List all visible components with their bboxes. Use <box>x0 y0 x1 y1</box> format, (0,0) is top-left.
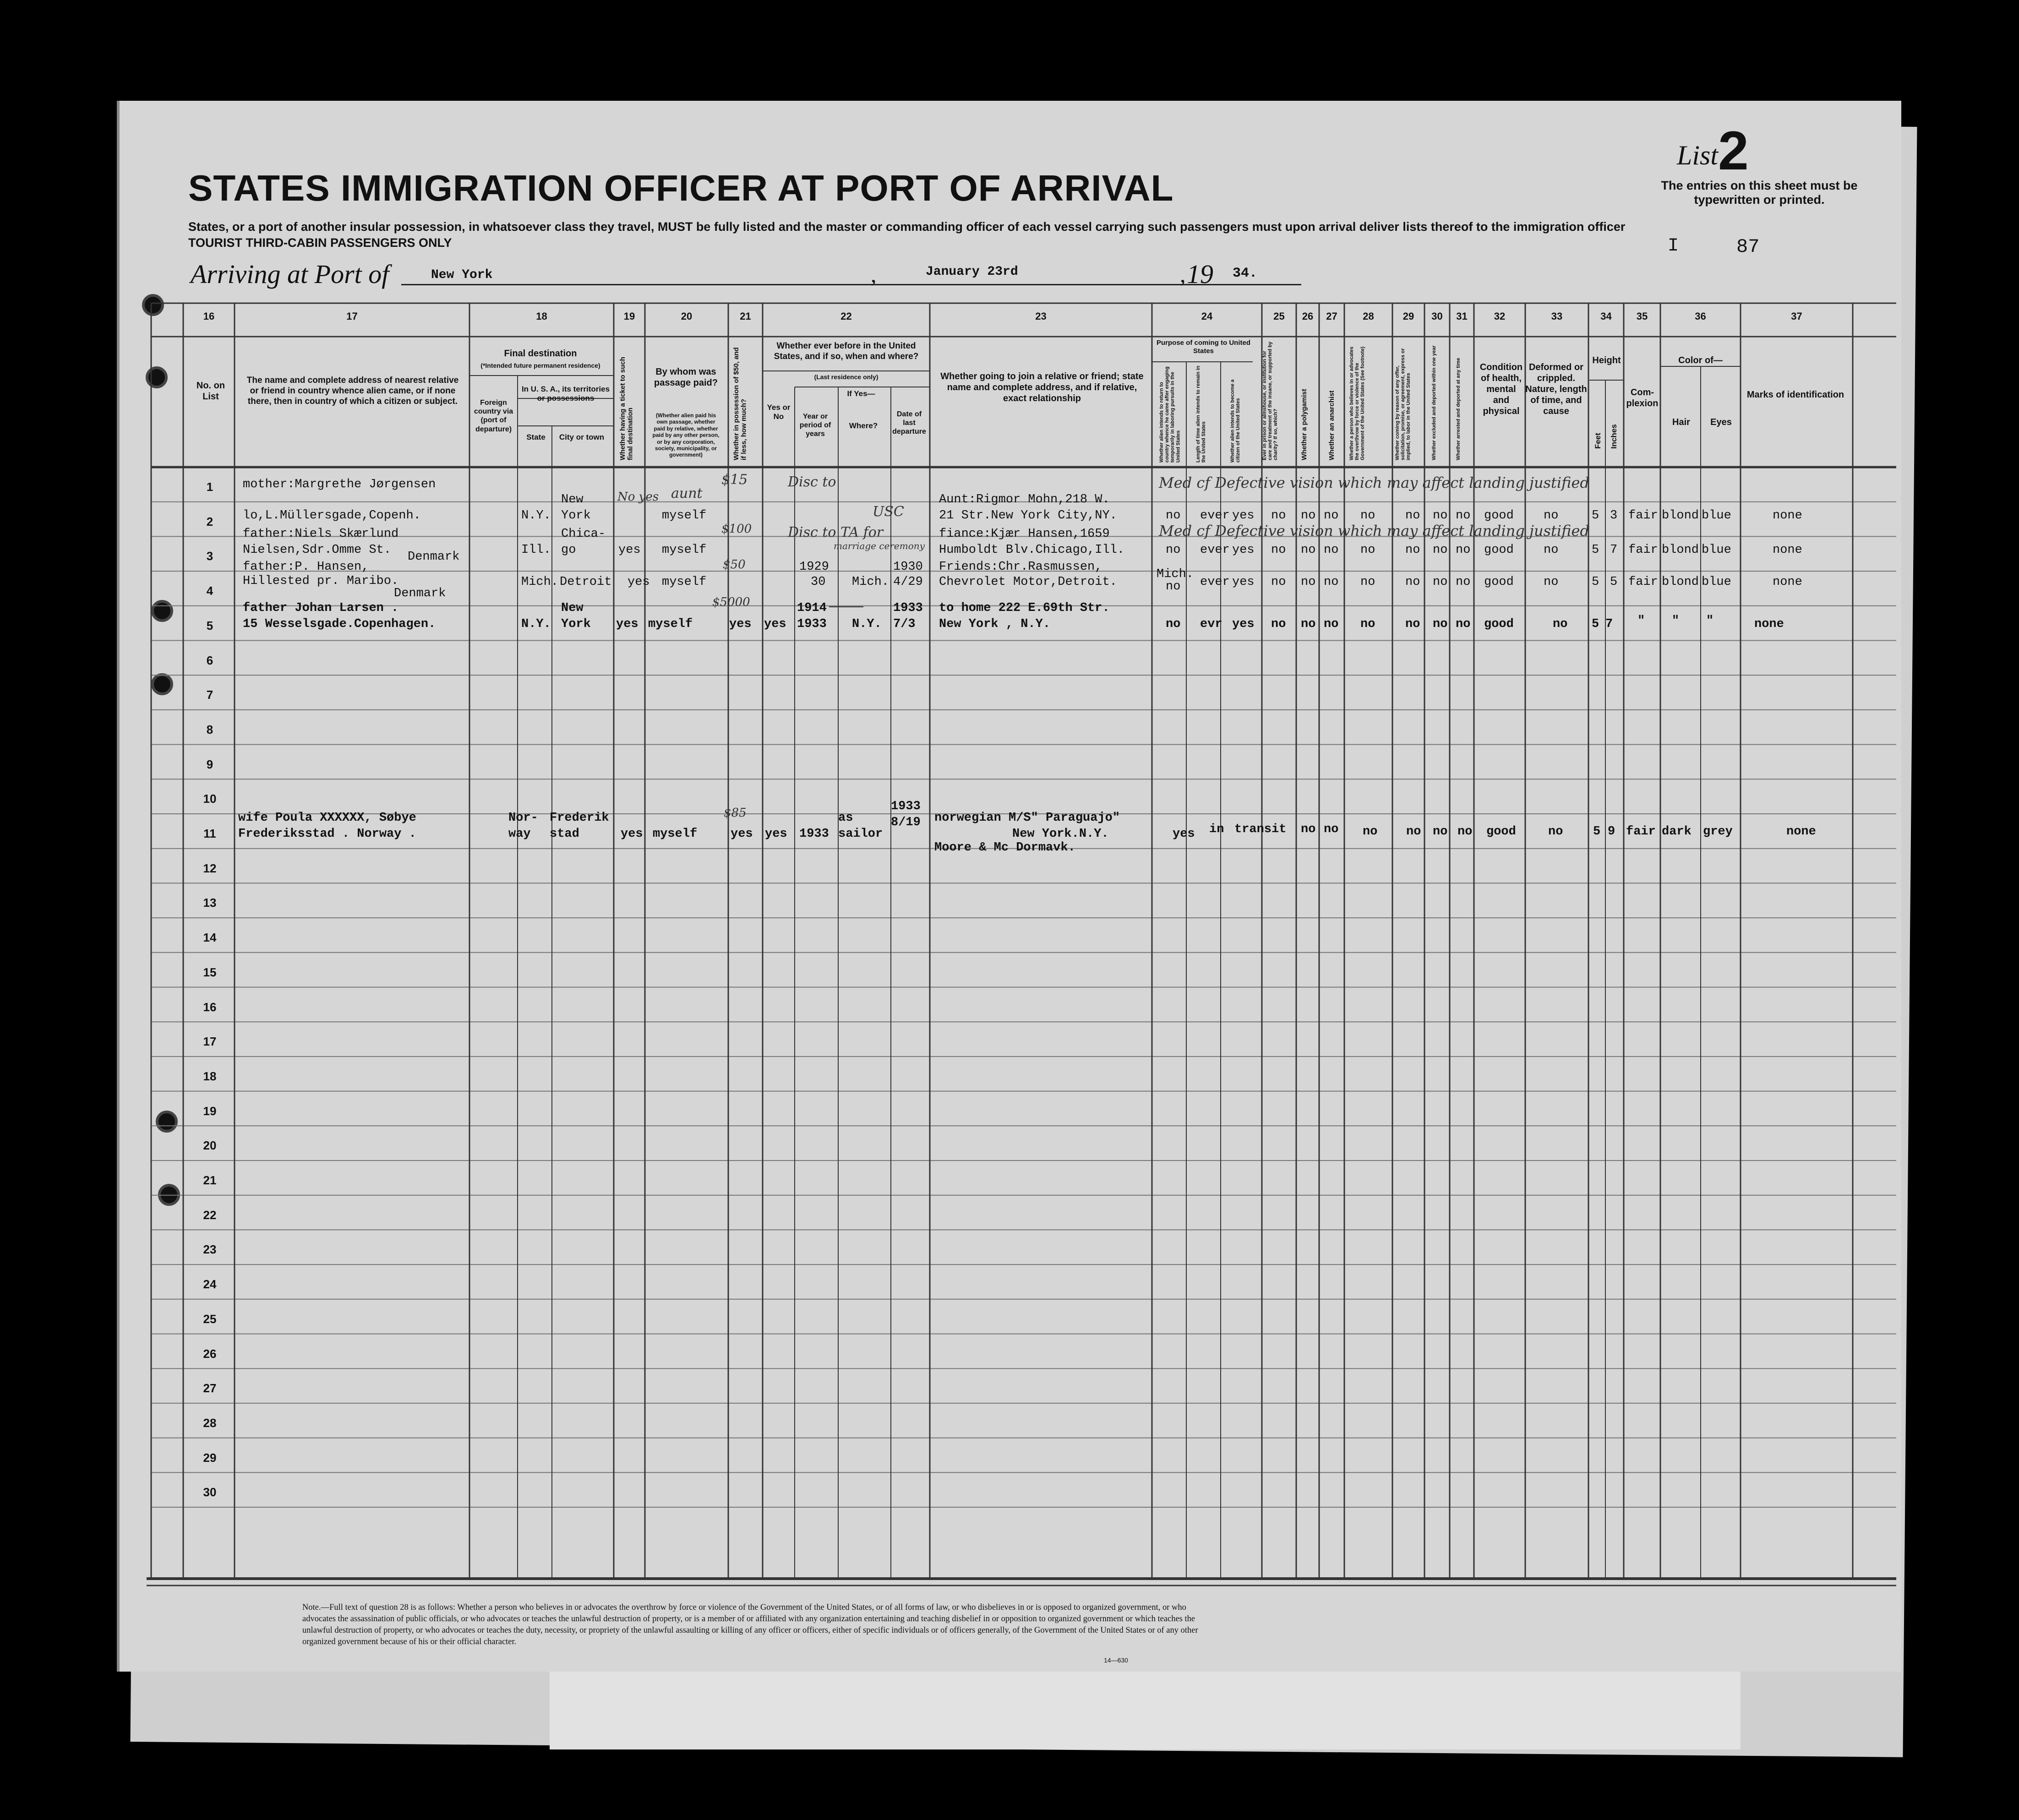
row1-city-b: York <box>561 509 591 523</box>
row10-relative-address: Frederiksstad . Norway . <box>238 827 416 841</box>
header-hair: Hair <box>1672 417 1690 427</box>
row4-ticket: yes <box>616 617 638 631</box>
row-number: 14 <box>203 931 217 945</box>
row1-q26: no <box>1301 509 1316 523</box>
header-height: Height <box>1592 355 1621 365</box>
row1-relative-name: mother:Margrethe Jørgensen <box>243 478 436 491</box>
column-number: 21 <box>740 311 751 322</box>
row3-money: $50 <box>723 558 746 572</box>
row3-relative-country: Denmark <box>394 587 446 600</box>
row10-joining-c: Moore & Mc Dormavk. <box>934 841 1075 855</box>
row-number: 9 <box>206 757 213 771</box>
row4-eyes: " <box>1706 614 1714 628</box>
column-number: 18 <box>536 311 547 322</box>
row1-joining-b: 21 Str.New York City,NY. <box>939 509 1117 523</box>
row10-q25: no <box>1301 823 1316 836</box>
row10-hair: dark <box>1662 825 1692 839</box>
row4-year-b: 1933 <box>797 617 827 631</box>
row10-complexion: fair <box>1626 825 1656 839</box>
row4-marks: none <box>1754 617 1784 631</box>
column-number: 30 <box>1431 311 1443 322</box>
row4-money: $5000 <box>712 595 750 609</box>
row2-q29: no <box>1405 543 1420 557</box>
row3-q26: no <box>1301 575 1316 589</box>
footnote-q28: Note.—Full text of question 28 is as follows: Whether a person who believes in or advocates the overthrow by force or violence of the Government of the United States, or of all forms of law, or who disbelieves in or is opposed to organized government, or who advocates the assassination of public officials, or who advocates or teaches the unlawful destruction of property, or is a member of or affiliated with any organization entertaining and teaching disbelief in or opposition to organized government or which teaches the unlawful destruction of property, or who advocates or teaches the duty, necessity, or propriety of the unlawful assaulting or killing of any officer or officers, either of specific individuals or of officers generally, of the Government of the United States or of any other organized government because of his or their official character. <box>302 1603 1198 1646</box>
row10-feet: 5 <box>1593 825 1601 839</box>
row10-relative-name: wife Poula XXXXXX, Søbye <box>238 811 416 825</box>
row10-q31: no <box>1457 825 1473 839</box>
row4-q27: no <box>1324 617 1339 631</box>
row3-marks: none <box>1773 575 1802 589</box>
row-number: 21 <box>203 1173 217 1187</box>
row-number: 11 <box>203 827 216 840</box>
column-number: 26 <box>1302 311 1314 322</box>
row3-relative-name: father:P. Hansen, <box>243 560 369 574</box>
row3-q30: no <box>1433 575 1448 589</box>
column-number: 37 <box>1791 311 1802 322</box>
row3-q25: no <box>1271 575 1286 589</box>
row4-inches: 7 <box>1605 617 1613 631</box>
row4-q31: no <box>1456 617 1471 631</box>
header-date-departure: Date of last departure <box>892 410 926 436</box>
row1-purpose-b: ever <box>1200 509 1230 523</box>
column-number: 19 <box>623 311 635 322</box>
row1-money: $15 <box>721 472 748 488</box>
header-purpose: Purpose of coming to United States <box>1157 339 1250 355</box>
row2-marks: none <box>1773 543 1802 557</box>
row10-foreign-b: way <box>508 827 531 841</box>
header-feet: Feet <box>1593 433 1602 449</box>
row4-money-yes: yes <box>729 617 752 631</box>
row-number: 16 <box>203 1000 217 1014</box>
row4-city-b: York <box>561 617 591 631</box>
row1-city-a: New <box>561 493 584 507</box>
row4-deformed: no <box>1553 617 1568 631</box>
row-number: 10 <box>203 792 217 806</box>
column-number: 24 <box>1201 311 1213 322</box>
row2-q28: no <box>1360 543 1375 557</box>
row4-year-a: 1914 <box>797 601 827 615</box>
header-if-yes: If Yes— <box>847 389 875 398</box>
row3-q29: no <box>1405 575 1420 589</box>
row-number: 22 <box>203 1208 217 1222</box>
row2-purpose-a: no <box>1166 543 1181 557</box>
row2-inches: 7 <box>1610 543 1618 557</box>
header-ever-before: Whether ever before in the United States, and if so, when and where? <box>774 341 919 361</box>
list-number: 2 <box>1718 120 1749 181</box>
row1-marks: none <box>1773 509 1802 523</box>
row1-q31: no <box>1456 509 1471 523</box>
row1-ever-note: Disc to <box>788 474 836 490</box>
column-number: 33 <box>1551 311 1563 322</box>
row-number: 13 <box>203 896 217 910</box>
row10-deformed: no <box>1548 825 1563 839</box>
row10-joining-b: New York.N.Y. <box>1012 827 1109 841</box>
row10-eyes: grey <box>1703 825 1733 839</box>
row2-eyes: blue <box>1702 543 1731 557</box>
row3-where: Mich. <box>852 575 889 589</box>
row-number: 28 <box>203 1416 217 1430</box>
row2-condition: good <box>1484 543 1514 557</box>
row3-eyes: blue <box>1702 575 1731 589</box>
row10-q30: no <box>1433 825 1448 839</box>
row3-ticket: yes <box>628 575 650 589</box>
page-ref-b: 87 <box>1736 236 1760 258</box>
header-q28: Whether a person who believes in or advocates the overthrow by force or violence of the Government of the United States (See footnote) <box>1349 346 1366 460</box>
row10-dep-a: 1933 <box>891 800 921 813</box>
header-anarchist: Whether an anarchist <box>1328 390 1336 460</box>
row1-ever-note2: USC <box>873 504 904 520</box>
header-purpose-a: Whether alien intends to return to country whence he came after engaging temporarily in laboring pursuits in the United States <box>1159 366 1181 463</box>
row1-relative-address: lo,L.Müllersgade,Copenh. <box>243 509 421 523</box>
row-number: 24 <box>203 1277 217 1291</box>
header-possession-50: Whether in possession of $50, and if less, how much? <box>732 347 748 460</box>
row1-paid: myself <box>662 509 707 523</box>
row4-city-a: New <box>561 601 584 615</box>
row3-purpose-a: no <box>1166 580 1181 594</box>
row-number: 20 <box>203 1139 217 1153</box>
row2-q27: no <box>1324 543 1339 557</box>
row-number: 12 <box>203 861 217 875</box>
row-number: 17 <box>203 1035 217 1049</box>
row3-dep-b: 4/29 <box>893 575 923 589</box>
row10-inches: 9 <box>1608 825 1615 839</box>
row2-condition-note: Med cf Defective vision which may affect landing justified <box>1159 522 1589 539</box>
header-condition: Condition of health, mental and physical <box>1479 362 1523 416</box>
manifest-description: States, or a port of another insular possession, in whatsoever class they travel, MUST be fully listed and the master or commanding officer of each vessel carrying such passengers must upon arrival deliver lists thereof to the immigration officer <box>188 220 1626 234</box>
row2-relative-name: father:Niels Skærlund <box>243 527 399 541</box>
row4-relative-name: father Johan Larsen . <box>243 601 399 615</box>
row2-state: Ill. <box>521 543 551 557</box>
row10-city-b: stad <box>550 827 579 841</box>
column-number: 32 <box>1494 311 1506 322</box>
row4-feet: 5 <box>1592 617 1599 631</box>
row2-purpose-b: ever <box>1200 543 1230 557</box>
row10-money: $85 <box>724 806 747 820</box>
row2-deformed: no <box>1544 543 1559 557</box>
header-city: City or town <box>559 433 605 441</box>
row3-dep-a: 1930 <box>893 560 923 574</box>
header-complexion: Com- plexion <box>1626 387 1659 409</box>
row4-ever: yes <box>764 617 786 631</box>
header-prison: Ever in prison or almshouse, or institution for care and treatment of the insane, or supported by charity? If so, which? <box>1262 341 1279 460</box>
row4-state: N.Y. <box>521 617 551 631</box>
row2-relative-country: Denmark <box>408 550 460 564</box>
row10-ever: yes <box>765 827 787 841</box>
column-number: 36 <box>1695 311 1706 322</box>
row2-city-b: go <box>561 543 576 557</box>
row10-marks: none <box>1786 825 1816 839</box>
row2-paid: myself <box>662 543 707 557</box>
row-number: 5 <box>206 618 213 632</box>
row3-q31: no <box>1456 575 1471 589</box>
row-number: 15 <box>203 965 217 979</box>
row1-q27: no <box>1324 509 1339 523</box>
row2-money: $100 <box>721 522 752 536</box>
row10-where-a: as <box>838 811 853 825</box>
row4-complexion: " <box>1637 614 1645 628</box>
row3-joining-b: Chevrolet Motor,Detroit. <box>939 575 1117 589</box>
row10-purpose-a: yes <box>1173 827 1195 841</box>
column-number: 20 <box>681 311 693 322</box>
row10-foreign-a: Nor- <box>508 811 538 825</box>
row10-ticket: yes <box>621 827 643 841</box>
row4-relative-address: 15 Wesselsgade.Copenhagen. <box>243 617 436 631</box>
header-q31: Whether arrested and deported at any time <box>1456 358 1461 460</box>
row-number: 23 <box>203 1242 217 1257</box>
row2-ever-note2: marriage ceremony <box>834 540 925 551</box>
column-number: 35 <box>1636 311 1648 322</box>
row3-purpose-c: yes <box>1232 575 1255 589</box>
header-relative-address: The name and complete address of nearest relative or friend in country whence alien came, or if none there, then in country of which a citizen or subject. <box>246 376 459 406</box>
row4-purpose-a: no <box>1166 617 1181 631</box>
row-number: 26 <box>203 1346 217 1361</box>
column-number: 34 <box>1600 311 1612 322</box>
row1-eyes: blue <box>1702 509 1731 523</box>
header-yes-or-no: Yes or No <box>767 403 791 421</box>
row1-condition-note: Med cf Defective vision which may affect landing justified <box>1159 474 1589 491</box>
row3-state: Mich. <box>521 575 559 589</box>
row-number: 19 <box>203 1104 217 1118</box>
row4-joining-b: New York , N.Y. <box>939 617 1051 631</box>
arrival-year-prefix: 19 <box>1187 259 1213 289</box>
row4-joining-a: to home 222 E.69th Str. <box>939 601 1110 615</box>
row-number: 29 <box>203 1450 217 1465</box>
row10-paid: myself <box>653 827 698 841</box>
row3-inches: 5 <box>1610 575 1618 589</box>
header-foreign-country: Foreign country via (port of departure) <box>474 399 513 433</box>
header-year-period: Year or period of years <box>799 413 831 438</box>
row4-dep-b: 7/3 <box>893 617 916 631</box>
row3-deformed: no <box>1544 575 1559 589</box>
row10-q28: no <box>1363 825 1378 839</box>
row1-q28: no <box>1360 509 1375 523</box>
column-number: 16 <box>203 311 215 322</box>
row3-paid: myself <box>662 575 707 589</box>
row1-condition: good <box>1484 509 1514 523</box>
row4-q28: no <box>1360 617 1375 631</box>
column-number: 31 <box>1456 311 1468 322</box>
row2-q30: no <box>1433 543 1448 557</box>
header-where: Where? <box>849 421 878 430</box>
arrival-date: January 23rd <box>926 265 1018 279</box>
row4-where: N.Y. <box>852 617 882 631</box>
header-ticket: Whether having a ticket to such final destination <box>619 357 634 460</box>
header-marks: Marks of identification <box>1746 390 1844 400</box>
row1-q25: no <box>1271 509 1286 523</box>
row4-dep-a: 1933 <box>893 601 923 615</box>
arrival-year-suffix: 34. <box>1233 266 1258 281</box>
row2-q31: no <box>1456 543 1471 557</box>
row2-relative-address: Nielsen,Sdr.Omme St. <box>243 543 392 557</box>
header-inches: Inches <box>1610 424 1618 449</box>
page-title: STATES IMMIGRATION OFFICER AT PORT OF ARRIVAL <box>188 168 1174 208</box>
row10-q26: no <box>1324 823 1339 836</box>
header-state: State <box>526 433 546 441</box>
header-passage-paid-sub: (Whether alien paid his own passage, whether paid by relative, whether paid by any other person, or by any corporation, society, municipality, or government) <box>652 412 720 458</box>
row10-money-yes: yes <box>731 827 753 841</box>
row10-city-a: Frederik <box>550 811 609 825</box>
row-number: 4 <box>206 584 213 598</box>
arrival-label: Arriving at Port of <box>191 259 389 289</box>
row2-ticket: yes <box>618 543 641 557</box>
header-ever-before-sub: (Last residence only) <box>814 373 879 381</box>
header-color-of: Color of— <box>1678 355 1723 365</box>
header-purpose-c: Whether alien intends to become a citizen of the United States <box>1230 379 1241 463</box>
column-number: 22 <box>840 311 852 322</box>
row3-condition: good <box>1484 575 1514 589</box>
row3-purpose-b: ever <box>1200 575 1230 589</box>
list-note: The entries on this sheet must be typewritten or printed. <box>1661 179 1858 207</box>
header-joining-relative: Whether going to join a relative or friend; state name and complete address, and if relative, exact relationship <box>940 371 1144 403</box>
row4-condition: good <box>1484 617 1514 631</box>
header-polygamist: Whether a polygamist <box>1300 389 1308 460</box>
row2-hair: blond <box>1662 543 1699 557</box>
row1-state: N.Y. <box>521 509 551 523</box>
row3-year-b: 30 <box>811 575 826 589</box>
row10-condition: good <box>1486 825 1516 839</box>
column-number: 29 <box>1402 311 1414 322</box>
row10-year: 1933 <box>799 827 829 841</box>
row4-purpose-c: yes <box>1232 617 1255 631</box>
row-number: 18 <box>203 1069 217 1083</box>
row3-city: Detroit <box>560 575 612 589</box>
header-final-destination-sub: (*Intended future permanent residence) <box>480 362 600 369</box>
column-number: 17 <box>346 311 358 322</box>
row4-q25: no <box>1271 617 1286 631</box>
row10-q29: no <box>1406 825 1421 839</box>
row-number: 7 <box>206 688 213 702</box>
row3-feet: 5 <box>1592 575 1599 589</box>
row-number: 8 <box>206 722 213 736</box>
row3-joining-c: Mich. <box>1157 567 1194 581</box>
header-no-on-list: No. on List <box>196 381 225 402</box>
row2-complexion: fair <box>1628 543 1658 557</box>
row1-ticket: No yes <box>617 490 659 504</box>
row10-joining-a: norwegian M/S" Paraguajo" <box>934 811 1120 825</box>
row2-joining-b: Humboldt Blv.Chicago,Ill. <box>939 543 1125 557</box>
header-purpose-b: Length of time alien intends to remain in the United States <box>1195 365 1207 463</box>
row3-q27: no <box>1324 575 1339 589</box>
row2-joining-a: fiance:Kjær Hansen,1659 <box>939 527 1110 541</box>
column-number: 23 <box>1035 311 1047 322</box>
row2-q25: no <box>1271 543 1286 557</box>
row3-complexion: fair <box>1628 575 1658 589</box>
row1-feet: 5 <box>1592 509 1599 523</box>
header-q30: Whether excluded and deported within one year <box>1431 345 1437 460</box>
row1-q30: no <box>1433 509 1448 523</box>
row-number: 30 <box>203 1485 217 1499</box>
passenger-class: TOURIST THIRD-CABIN PASSENGERS ONLY <box>188 236 452 250</box>
arrival-port: New York <box>431 268 493 282</box>
column-number: 28 <box>1363 311 1374 322</box>
row2-q26: no <box>1301 543 1316 557</box>
row4-q29: no <box>1405 617 1420 631</box>
row3-q28: no <box>1360 575 1375 589</box>
row10-where-b: sailor <box>838 827 883 841</box>
header-eyes: Eyes <box>1710 417 1732 427</box>
row1-q29: no <box>1405 509 1420 523</box>
row1-paid-note: aunt <box>671 485 703 501</box>
header-deformed: Deformed or crippled. Nature, length of time, and cause <box>1525 362 1587 416</box>
row1-hair: blond <box>1662 509 1699 523</box>
row3-hair: blond <box>1662 575 1699 589</box>
row1-complexion: fair <box>1628 509 1658 523</box>
form-code: 14—630 <box>1104 1657 1128 1664</box>
row1-inches: 3 <box>1610 509 1618 523</box>
row3-year-a: 1929 <box>799 560 829 574</box>
column-number: 25 <box>1273 311 1285 322</box>
row10-purpose-c: transit <box>1234 823 1287 836</box>
row-number: 3 <box>206 549 213 563</box>
row2-city-a: Chica- <box>561 527 606 541</box>
row4-hair: " <box>1672 614 1680 628</box>
list-label: List <box>1677 140 1719 170</box>
row-number: 1 <box>206 480 213 494</box>
row10-purpose-b: in <box>1209 823 1224 836</box>
manifest-sheet: STATES IMMIGRATION OFFICER AT PORT OF ARRIVAL States, or a port of another insular possession, in whatsoever class they travel, MUST be fully listed and the master or commanding officer of each vessel carrying such passengers must upon arrival deliver lists thereof to the immigration officer TOURIST THIRD-CABIN PASSENGERS ONLY List 2 The entries on this sheet must be typewritten or printed. I 87 Arriving at Port of New York , January 23rd , 19 34. <box>117 101 1901 1672</box>
row-number: 2 <box>206 514 213 529</box>
row2-purpose-c: yes <box>1232 543 1255 557</box>
row3-joining-a: Friends:Chr.Rasmussen, <box>939 560 1102 574</box>
header-passage-paid: By whom was passage paid? <box>654 367 718 388</box>
header-q29: Whether coming by reason of any offer, solicitation, promise, or agreement, express or implied, to labor in the United States <box>1395 348 1412 460</box>
row4-q26: no <box>1301 617 1316 631</box>
row4-paid: myself <box>648 617 693 631</box>
row4-purpose-b: evr <box>1200 617 1222 631</box>
row2-ever-note: Disc to TA for <box>788 524 884 540</box>
row1-purpose-c: yes <box>1232 509 1255 523</box>
row4-q30: no <box>1433 617 1448 631</box>
row3-relative-address: Hillested pr. Maribo. <box>243 574 399 588</box>
row1-deformed: no <box>1544 509 1559 523</box>
header-final-destination: Final destination <box>504 349 577 359</box>
header-in-usa: In U. S. A., its territories or possessions <box>521 385 610 403</box>
column-number: 27 <box>1326 311 1337 322</box>
row1-purpose-a: no <box>1166 509 1181 523</box>
row2-feet: 5 <box>1592 543 1599 557</box>
row-number: 25 <box>203 1312 217 1326</box>
page-ref-a: I <box>1668 236 1679 256</box>
row10-dep-b: 8/19 <box>891 816 921 829</box>
row1-joining-a: Aunt:Rigmor Mohn,218 W. <box>939 493 1110 507</box>
row-number: 27 <box>203 1381 217 1395</box>
row-number: 6 <box>206 653 213 667</box>
